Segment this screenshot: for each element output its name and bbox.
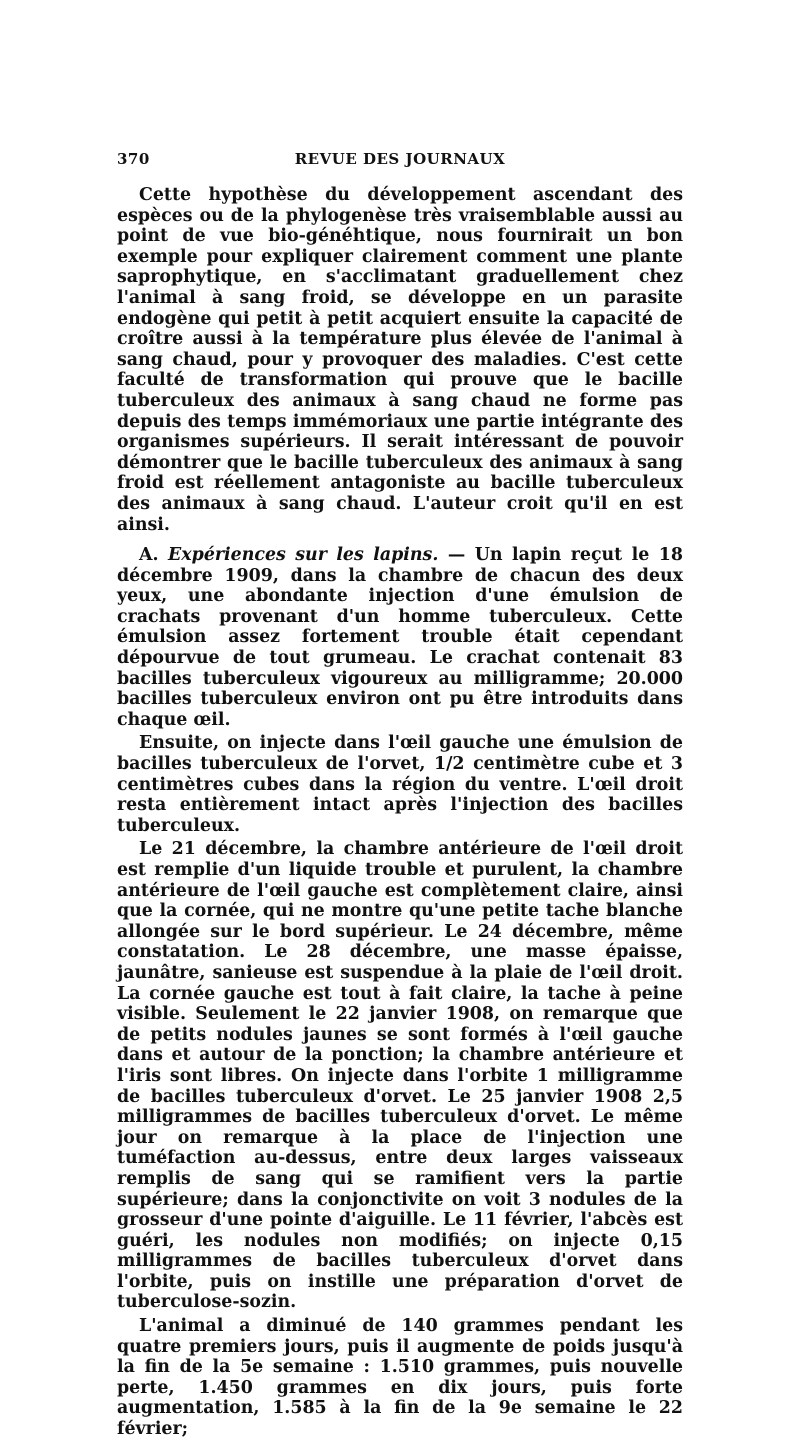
paragraph-5: L'animal a diminué de 140 grammes pendant les quatre premiers jours, puis il augmente de poids jusqu'à la fin de la 5e semaine : 1.510 grammes, puis nouvelle perte, 1.450 grammes en dix jours, puis forte augmentation, 1.585 à la fin de la 9e semaine le 22 février; xyxy=(117,1316,683,1440)
paragraph-4: Le 21 décembre, la chambre antérieure de l'œil droit est remplie d'un liquide trouble et purulent, la chambre antérieure de l'œil gauche est complètement claire, ainsi que la cornée, qui ne montre qu'une petite tache blanche allongée sur le bord supérieur. Le 24 décembre, même constatation. Le 28 décembre, une masse épaisse, jaunâtre, sanieuse est suspendue à la plaie de l'œil droit. La cornée gauche est tout à fait claire, la tache à peine visible. Seulement le 22 janvier 1908, on remarque que de petits nodules jaunes se sont formés à l'œil gauche dans et autour de la ponction; la chambre antérieure et l'iris sont libres. On injecte dans l'orbite 1 milligramme de bacilles tuberculeux d'orvet. Le 25 janvier 1908 2,5 milligrammes de bacilles tuberculeux d'orvet. Le même jour on remarque à la place de l'injection une tuméfaction au-dessus, entre deux larges vaisseaux remplis de sang qui se ramifient vers la partie supérieure; dans la conjonctivite on voit 3 nodules de la grosseur d'une pointe d'aiguille. Le 11 février, l'abcès est guéri, les nodules non modifiés; on injecte 0,15 milligrammes de bacilles tuberculeux d'orvet dans l'orbite, puis on instille une préparation d'orvet de tuberculose-sozin. xyxy=(117,839,683,1313)
body-text xyxy=(117,185,683,1440)
page-header xyxy=(117,150,683,174)
section-label: A. xyxy=(139,545,159,566)
paragraph-1: Cette hypothèse du développement ascendant des espèces ou de la phylogenèse très vraisemblable aussi au point de vue bio-généhtique, nous fournirait un bon exemple pour expliquer clairement comment une plante saprophytique, en s'acclimatant graduellement chez l'animal à sang froid, se développe en un parasite endogène qui petit à petit acquiert ensuite la capacité de croître aussi à la température plus élevée de l'animal à sang chaud, pour y provoquer des maladies. C'est cette faculté de transformation qui prouve que le bacille tuberculeux des animaux à sang chaud ne forme pas depuis des temps immémoriaux une partie intégrante des organismes supérieurs. Il serait intéressant de pouvoir démontrer que le bacille tuberculeux des animaux à sang froid est réellement antagoniste au bacille tuberculeux des animaux à sang chaud. L'auteur croit qu'il en est ainsi. xyxy=(117,185,683,535)
section-text: — Un lapin reçut le 18 décembre 1909, dans la chambre de chacun des deux yeux, une abondante injection d'une émulsion de crachats provenant d'un homme tuberculeux. Cette émulsion assez fortement trouble était cependant dépourvue de tout grumeau. Le crachat contenait 83 bacilles tuberculeux vigoureux au milligramme; 20.000 bacilles tuberculeux environ ont pu être introduits dans chaque œil. xyxy=(117,545,683,730)
running-title: REVUE DES JOURNAUX xyxy=(294,150,506,168)
paragraph-3: Ensuite, on injecte dans l'œil gauche une émulsion de bacilles tuberculeux de l'orvet, 1/2 centimètre cube et 3 centimètres cubes dans la région du ventre. L'œil droit resta entièrement intact après l'injection des bacilles tuberculeux. xyxy=(117,733,683,836)
page-number: 370 xyxy=(117,150,150,168)
paragraph-2 xyxy=(117,545,683,730)
section-heading: Expériences sur les lapins. xyxy=(168,545,439,566)
